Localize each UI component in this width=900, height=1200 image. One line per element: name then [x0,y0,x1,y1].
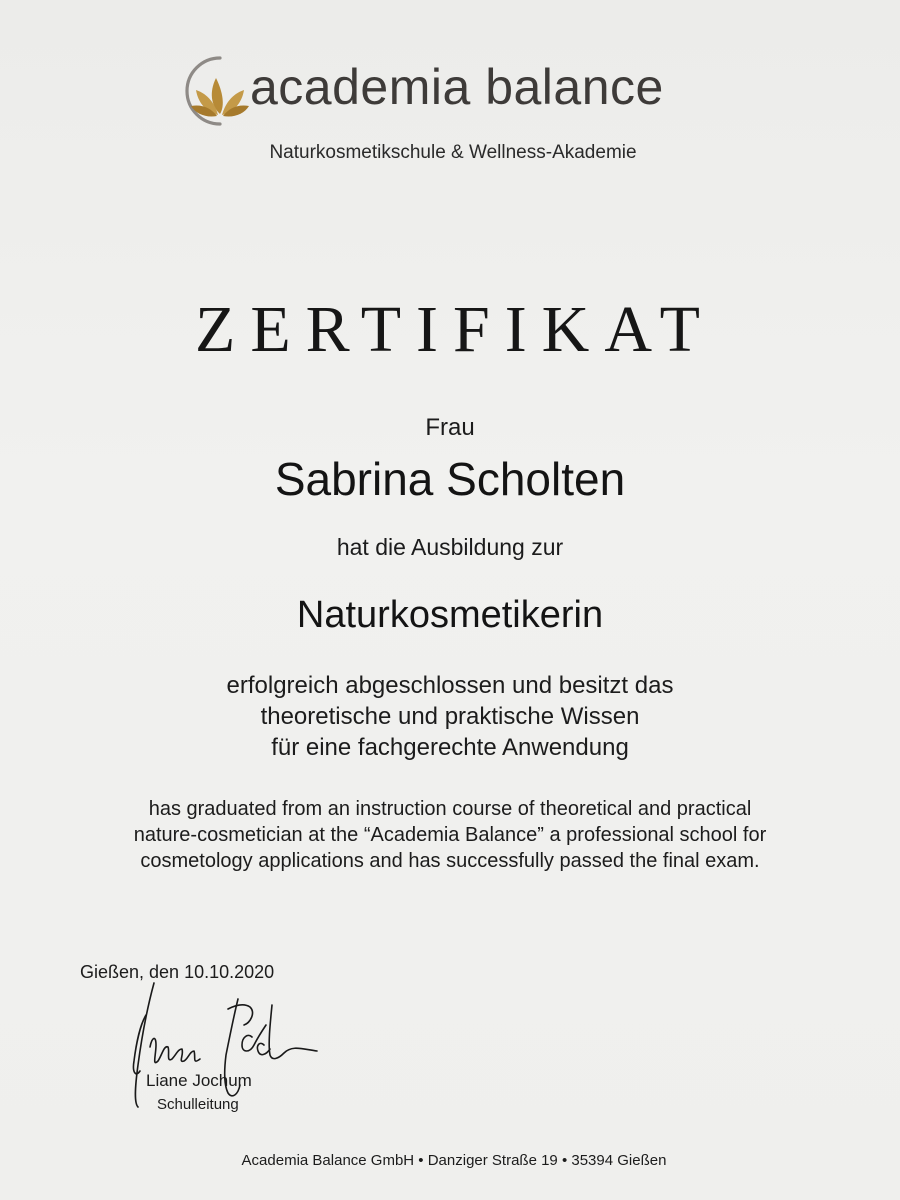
signer-role: Schulleitung [157,1096,239,1113]
german-line: erfolgreich abgeschlossen und besitzt das [226,672,674,699]
academia-balance-logo [180,52,720,132]
german-line: für eine fachgerechte Anwendung [271,734,629,761]
german-line: theoretische und praktische Wissen [260,703,640,730]
tagline: Naturkosmetikschule & Wellness-Akademie [269,142,637,163]
certificate-title: ZERTIFIKAT [195,293,715,366]
german-statement [0,670,900,763]
place-and-date: Gießen, den 10.10.2020 [80,962,275,982]
english-line: cosmetology applications and has successfully passed the final exam. [140,850,760,872]
footer-address: Academia Balance GmbH • Danziger Straße 19 • 35394 Gießen [241,1152,667,1169]
recipient-name: Sabrina Scholten [274,453,626,505]
signer-name: Liane Jochum [146,1071,252,1090]
lotus-leaves-icon [180,54,252,126]
recipient-salutation: Frau [425,414,475,441]
english-statement [0,796,900,874]
brand-name: academia balance [250,59,664,115]
training-intro: hat die Ausbildung zur [336,534,564,560]
english-line: has graduated from an instruction course of theoretical and practical [148,798,752,820]
english-line: nature-cosmetician at the “Academia Balance” a professional school for [133,824,767,846]
profession-title: Naturkosmetikerin [296,594,604,636]
